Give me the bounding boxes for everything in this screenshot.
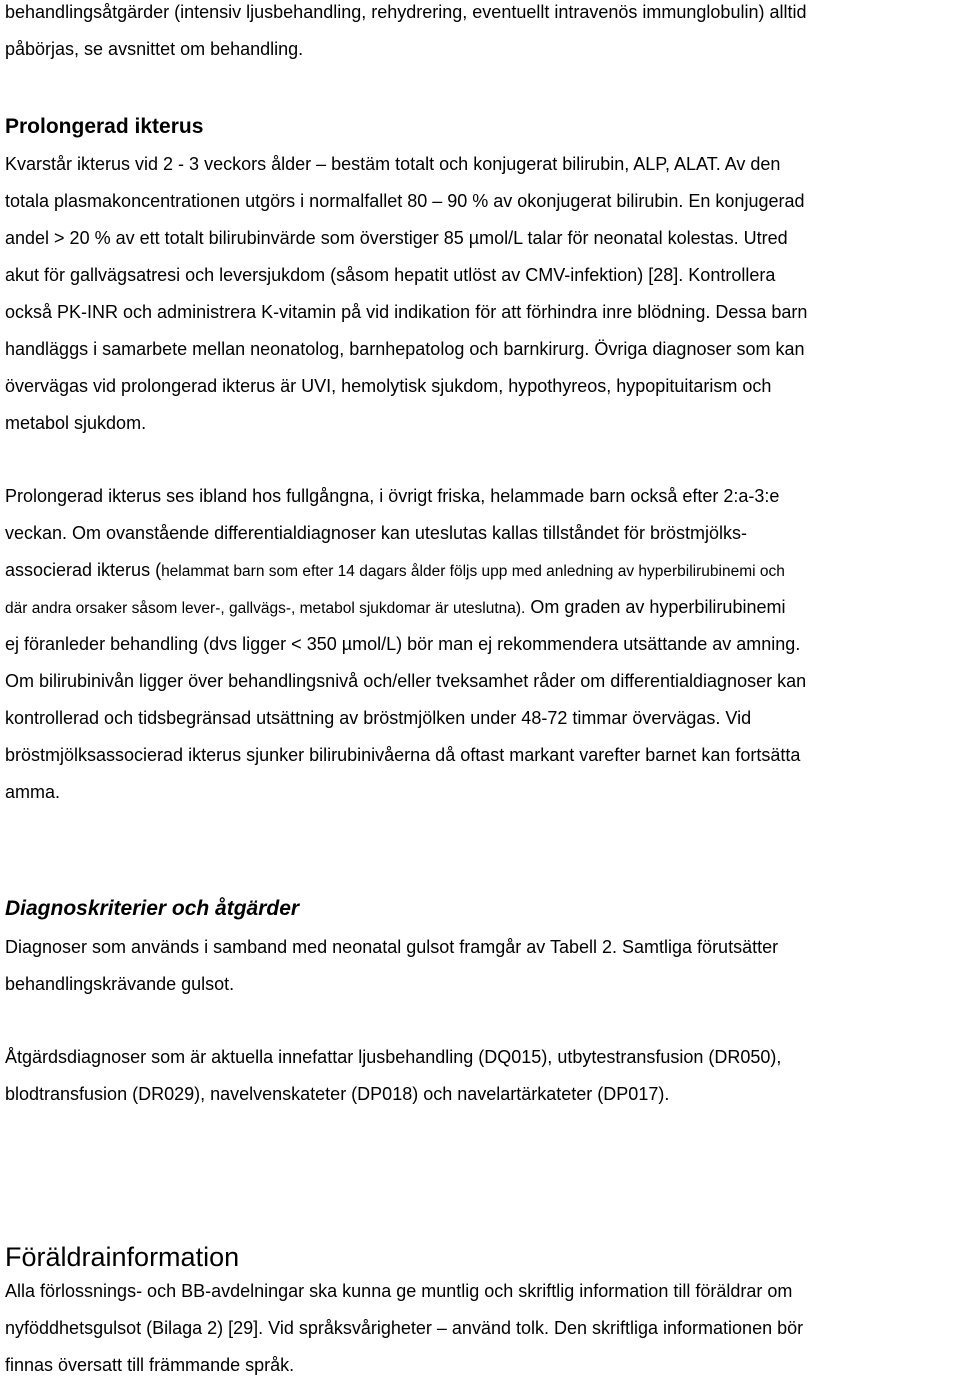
diagnos-paragraph-2: [5, 1039, 960, 1113]
section-heading-foraldrainformation: Föräldrainformation: [5, 1242, 240, 1272]
text-line: Åtgärdsdiagnoser som är aktuella innefattar ljusbehandling (DQ015), utbytestransfusion (DR050),: [5, 1047, 782, 1067]
text-line: amma.: [5, 782, 61, 802]
text-line: akut för gallvägsatresi och leversjukdom (såsom hepatit utlöst av CMV-infektion) [28]. Kontrollera: [5, 265, 776, 285]
text-line: [5, 589, 960, 626]
text-line: påbörjas, se avsnittet om behandling.: [5, 39, 304, 59]
text-run: associerad ikterus (: [5, 560, 162, 580]
section-heading-prolongerad: Prolongerad ikterus: [5, 115, 204, 138]
text-line: Kvarstår ikterus vid 2 - 3 veckors ålder – bestäm totalt och konjugerat bilirubin, ALP, ALAT. Av den: [5, 154, 781, 174]
text-line: övervägas vid prolongerad ikterus är UVI, hemolytisk sjukdom, hypothyreos, hypopituitarism och: [5, 376, 772, 396]
text-line: Om bilirubinivån ligger över behandlingsnivå och/eller tveksamhet råder om differentialdiagnoser kan: [5, 671, 807, 691]
text-run: Om graden av hyperbilirubinemi: [525, 597, 786, 617]
text-line: behandlingsåtgärder (intensiv ljusbehandling, rehydrering, eventuellt intravenös immunglobulin) alltid: [5, 2, 807, 22]
text-line: handläggs i samarbete mellan neonatolog, barnhepatolog och barnkirurg. Övriga diagnoser som kan: [5, 339, 805, 359]
text-line: bröstmjölksassocierad ikterus sjunker bilirubinivåerna då oftast markant varefter barnet kan fortsätta: [5, 745, 801, 765]
intro-paragraph: [5, 0, 960, 68]
text-line: metabol sjukdom.: [5, 413, 147, 433]
prolonged-paragraph-2: [5, 478, 960, 811]
diagnos-paragraph-1: [5, 929, 960, 1003]
text-line: blodtransfusion (DR029), navelvenskateter (DP018) och navelartärkateter (DP017).: [5, 1084, 670, 1104]
text-line: nyföddhetsgulsot (Bilaga 2) [29]. Vid språksvårigheter – använd tolk. Den skriftliga informationen bör: [5, 1318, 804, 1338]
text-line: Diagnoser som används i samband med neonatal gulsot framgår av Tabell 2. Samtliga förutsätter: [5, 937, 779, 957]
text-line: [5, 552, 960, 589]
text-line: också PK-INR och administrera K-vitamin på vid indikation för att förhindra inre blödning. Dessa barn: [5, 302, 808, 322]
text-line: ej föranleder behandling (dvs ligger < 350 µmol/L) bör man ej rekommendera utsättande av amning.: [5, 634, 801, 654]
text-line: andel > 20 % av ett totalt bilirubinvärde som överstiger 85 µmol/L talar för neonatal kolestas. Utred: [5, 228, 788, 248]
text-line: veckan. Om ovanstående differentialdiagnoser kan uteslutas kallas tillståndet för bröstmjölks-: [5, 523, 748, 543]
parent-paragraph-1: [5, 1273, 960, 1384]
text-line: Alla förlossnings- och BB-avdelningar ska kunna ge muntlig och skriftlig information till föräldrar om: [5, 1281, 793, 1301]
section-heading-diagnoskriterier: Diagnoskriterier och åtgärder: [5, 897, 300, 920]
text-line: behandlingskrävande gulsot.: [5, 974, 235, 994]
text-line: totala plasmakoncentrationen utgörs i normalfallet 80 – 90 % av okonjugerat bilirubin. En konjugerad: [5, 191, 805, 211]
prolonged-paragraph-1: [5, 146, 960, 442]
text-line: kontrollerad och tidsbegränsad utsättning av bröstmjölken under 48-72 timmar övervägas. Vid: [5, 708, 752, 728]
text-run-small: helammat barn som efter 14 dagars ålder följs upp med anledning av hyperbilirubinemi och: [161, 563, 785, 580]
text-run-small: där andra orsaker såsom lever-, gallvägs-, metabol sjukdomar är uteslutna).: [5, 600, 526, 617]
text-line: Prolongerad ikterus ses ibland hos fullgångna, i övrigt friska, helammade barn också efter 2:a-3:e: [5, 486, 780, 506]
text-line: finnas översatt till främmande språk.: [5, 1355, 295, 1375]
